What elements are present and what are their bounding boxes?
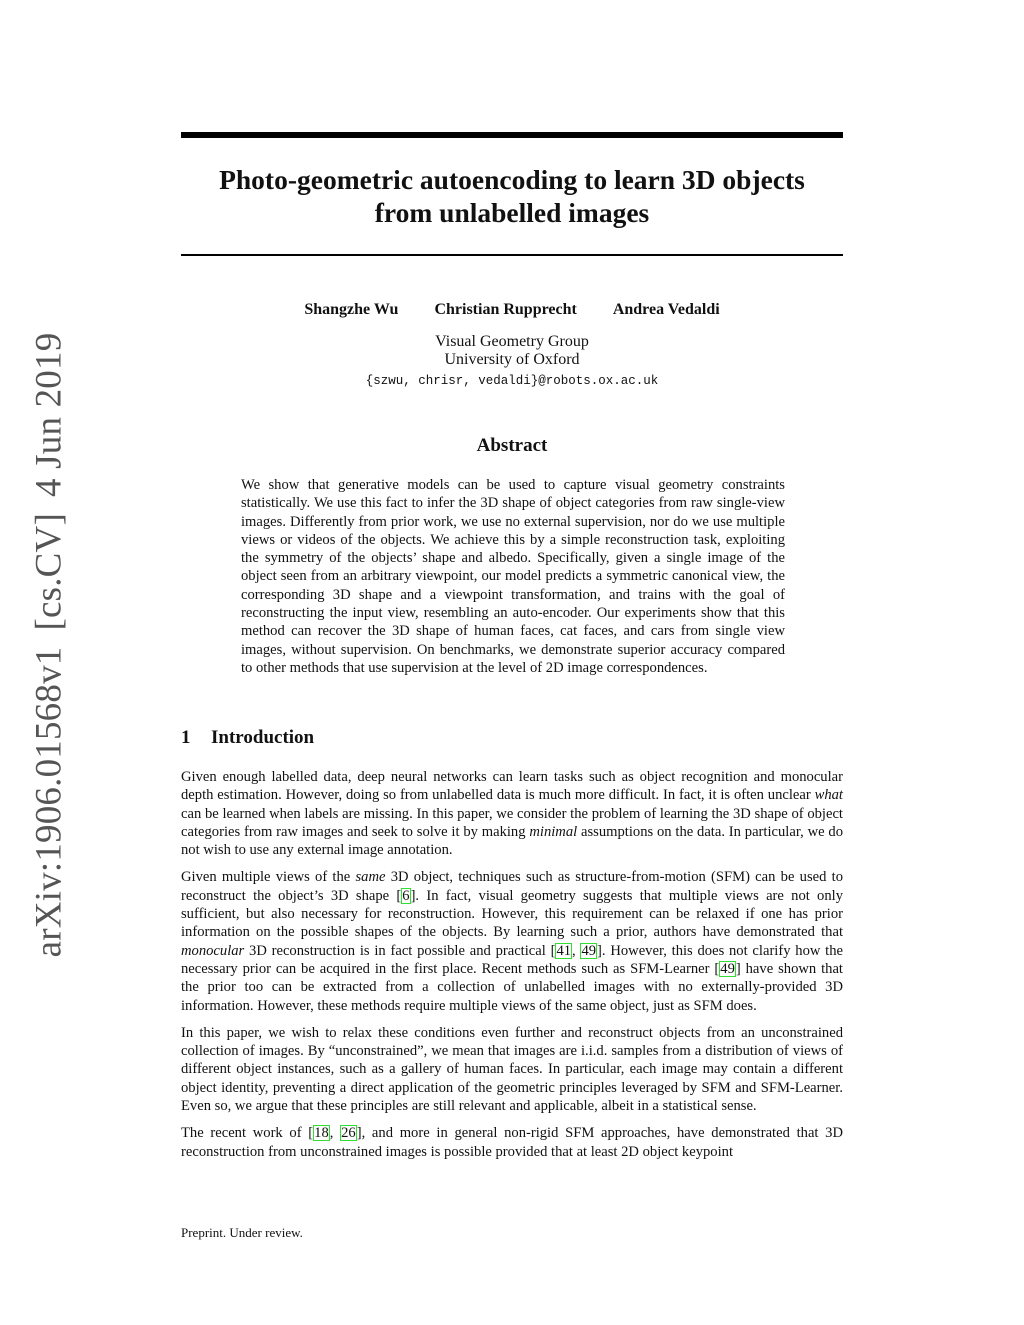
- citation-link[interactable]: 49: [720, 960, 735, 977]
- text-run: ]. However, this does not clarify how the necessary prior can be acquired in the first place. Recent methods such as SFM-Learner [: [181, 942, 844, 977]
- text-run: 3D object, techniques such as structure-from-motion (SFM) can be used to reconstruct the object’s 3D shape [: [181, 869, 843, 904]
- section-title: Introduction: [211, 727, 315, 748]
- affiliation-group: Visual Geometry Group: [435, 333, 589, 350]
- introduction-body: [181, 768, 843, 1170]
- emphasis: minimal: [529, 823, 578, 840]
- author-3: Andrea Vedaldi: [612, 301, 720, 318]
- section-number: 1: [181, 727, 191, 748]
- title-bottom-rule: [181, 254, 843, 256]
- text-run: ]. In fact, visual geometry suggests that multiple views are not only sufficient, but also necessary for reconstruction. However, this requirement can be relaxed if one has prior information on the possible shapes of the objects. By learning such a prior, authors have demonstrated that: [181, 887, 843, 941]
- text-run: The recent work of [: [181, 1125, 314, 1142]
- paragraph-3: In this paper, we wish to relax these conditions even further and reconstruct objects from an unconstrained collection of images. By “unconstrained”, we mean that images are i.i.d. samples from a distribution of views of different object instances, such as a gallery of human faces. In particular, each image may contain a different object identity, preventing a direct application of the geometric principles leveraged by SFM and SFM-Learner. Even so, we argue that these principles are still relevant and applicable, albeit in a statistical sense.: [181, 1024, 843, 1115]
- text-run: ], and more in general non-rigid SFM approaches, have demonstrated that 3D reconstruction from unconstrained images is possible provided that at least 2D object keypoint: [181, 1125, 844, 1160]
- citation-link[interactable]: 6: [402, 887, 410, 904]
- title-line-1: Photo-geometric autoencoding to learn 3D objects: [219, 164, 805, 195]
- citation-link[interactable]: 41: [556, 942, 572, 959]
- text-run: can be learned when labels are missing. In this paper, we consider the problem of learning the 3D shape of object categories from raw images and seek to solve it by making: [181, 805, 843, 840]
- text-run: Given enough labelled data, deep neural networks can learn tasks such as object recognition and monocular depth estimation. However, doing so from unlabelled data is much more difficult. In fact, it is often unclear: [181, 769, 843, 804]
- author-2: Christian Rupprecht: [434, 301, 577, 318]
- author-list: [181, 300, 843, 320]
- emphasis: what: [814, 787, 843, 804]
- footer-note: Preprint. Under review.: [181, 1225, 303, 1240]
- citation-link[interactable]: 18: [314, 1125, 329, 1142]
- paragraph-4: [181, 1124, 843, 1161]
- text-run: Given multiple views of the: [181, 869, 356, 886]
- arxiv-date: 4 Jun 2019: [28, 332, 70, 498]
- title-top-rule: [181, 132, 843, 138]
- abstract-text: We show that generative models can be used to capture visual geometry constraints statistically. We use this fact to infer the 3D shape of object categories from raw single-view images. Differently from prior work, we use no external supervision, nor do we use multiple views or videos of the objects. We achieve this by a simple reconstruction task, exploiting the symmetry of the objects’ shape and albedo. Specifically, given a single image of the object seen from an arbitrary viewpoint, our model predicts a symmetric canonical view, the corresponding 3D shape and a viewpoint transformation, and trains with the goal of reconstructing the input view, resembling an auto-encoder. Our experiments show that this method can recover the 3D shape of human faces, cat faces, and cars from single view images, without supervision. On benchmarks, we demonstrate superior accuracy compared to other methods that use supervision at the level of 2D image correspondences.: [241, 477, 785, 676]
- section-heading-introduction: [181, 727, 314, 749]
- paragraph-2: [181, 868, 843, 1014]
- text-run: ,: [329, 1125, 341, 1142]
- paper-title: [181, 163, 843, 229]
- title-line-2: from unlabelled images: [374, 197, 650, 228]
- text-run: ] have shown that the prior too can be extracted from a collection of unlabelled images with no externally-provided 3D information. However, these methods require multiple views of the same object, just as SFM does.: [181, 960, 843, 1014]
- author-emails[interactable]: {szwu, chrisr, vedaldi}@robots.ox.ac.uk: [365, 374, 659, 388]
- text-run: assumptions on the data. In particular, we do not wish to use any external image annotation.: [181, 823, 843, 859]
- citation-link[interactable]: 49: [581, 942, 597, 959]
- arxiv-id: arXiv:1906.01568v1: [28, 646, 70, 958]
- author-1: Shangzhe Wu: [304, 301, 399, 318]
- paragraph-1: [181, 768, 843, 859]
- affiliation: [181, 333, 843, 390]
- abstract-heading: Abstract: [476, 435, 548, 456]
- arxiv-category: [cs.CV]: [28, 513, 70, 631]
- citation-link[interactable]: 26: [341, 1125, 356, 1142]
- emphasis: monocular: [181, 942, 245, 959]
- text-run: 3D reconstruction is in fact possible and practical [: [244, 942, 556, 959]
- emphasis: same: [355, 869, 386, 886]
- text-run: ,: [572, 942, 581, 959]
- arxiv-stamp: [28, 333, 71, 958]
- affiliation-university: University of Oxford: [444, 351, 580, 368]
